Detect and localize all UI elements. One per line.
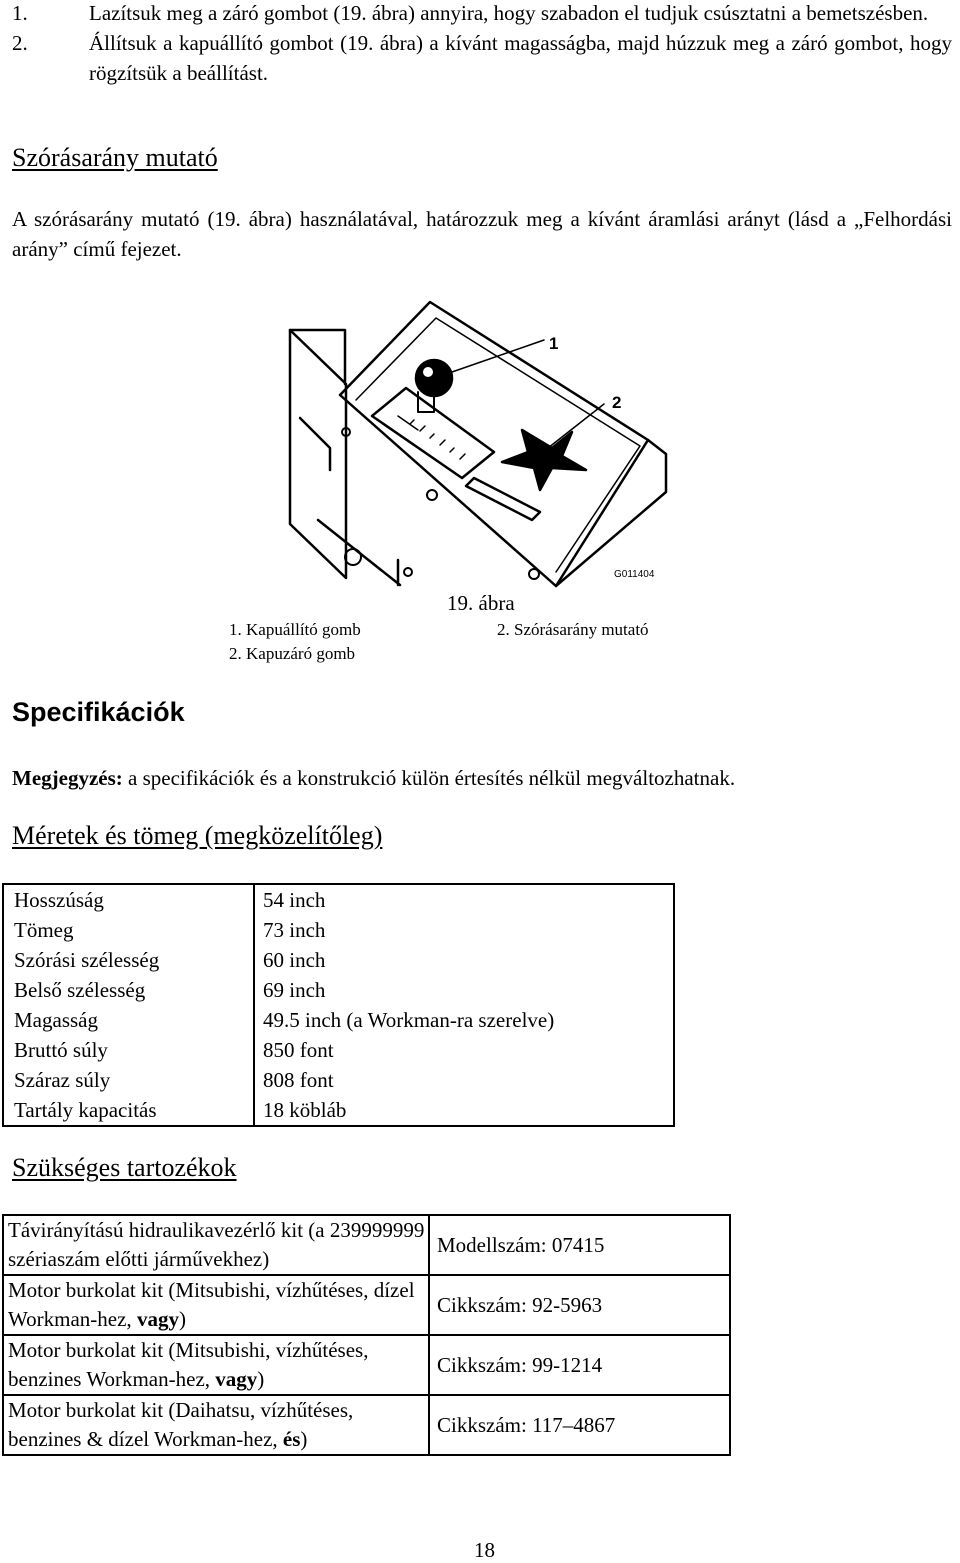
- dimension-label: Bruttó súly: [14, 1038, 108, 1062]
- dimension-value: 54 inch: [263, 888, 326, 912]
- gate-adjust-knob: [416, 360, 452, 396]
- dimension-value: 850 font: [263, 1038, 334, 1062]
- accessory-name: Motor burkolat kit (Daihatsu, vízhűtéses, benzines & dízel Workman-hez, és): [3, 1395, 429, 1455]
- gate-slot: [466, 478, 540, 520]
- figure-caption-2: 2. Kapuzáró gomb: [229, 644, 356, 663]
- page-number: 18: [474, 1538, 495, 1562]
- dimension-value: 60 inch: [263, 948, 326, 972]
- dimensions-label-column: [3, 884, 254, 1126]
- dimensions-value-column: [254, 884, 674, 1126]
- accessory-code: Cikkszám: 117–4867: [429, 1395, 730, 1455]
- dimensions-table: [2, 883, 675, 1127]
- accessory-name: Motor burkolat kit (Mitsubishi, vízhűtéses, benzines Workman-hez, vagy): [3, 1335, 429, 1395]
- bolts: [342, 428, 539, 579]
- figure-caption-3: 2. Szórásarány mutató: [497, 620, 649, 639]
- note-text: a specifikációk és a konstrukció külön értesítés nélkül megváltozhatnak.: [122, 766, 736, 790]
- dimension-value: 49.5 inch (a Workman-ra szerelve): [263, 1008, 555, 1032]
- accessory-code: Cikkszám: 92-5963: [429, 1275, 730, 1335]
- instruction-item-2: [12, 28, 952, 88]
- accessory-name: Távirányítású hidraulikavezérlő kit (a 239999999 szériaszám előtti járművekhez): [3, 1215, 429, 1275]
- instruction-number: 2.: [12, 31, 28, 55]
- dimension-label: Magasság: [14, 1008, 98, 1032]
- specifications-heading: Specifikációk: [12, 697, 185, 727]
- dimension-label: Tömeg: [14, 918, 74, 942]
- accessories-table: [2, 1214, 731, 1456]
- instruction-text: Lazítsuk meg a záró gombot (19. ábra) annyira, hogy szabadon el tudjuk csúsztatni a bemetszésben.: [89, 1, 929, 25]
- callout-2-leader: [548, 404, 604, 448]
- figure-caption-1: 1. Kapuállító gomb: [229, 620, 361, 639]
- figure-code: G011404: [614, 569, 655, 580]
- accessory-name: Motor burkolat kit (Mitsubishi, vízhűtéses, dízel Workman-hez, vagy): [3, 1275, 429, 1335]
- table-row: [3, 1395, 730, 1455]
- left-frame-bracket: [300, 418, 330, 470]
- dimensions-heading: Méretek és tömeg (megközelítőleg): [12, 821, 383, 850]
- gate-adjust-knob-highlight: [423, 367, 433, 377]
- figure-19-illustration: [275, 288, 675, 590]
- gate-lock-knob: [502, 430, 586, 490]
- table-row: [3, 1275, 730, 1335]
- left-frame-rail: [290, 330, 346, 578]
- dimension-value: 808 font: [263, 1068, 334, 1092]
- note-label: Megjegyzés:: [12, 766, 123, 790]
- accessories-heading: Szükséges tartozékok: [12, 1153, 237, 1182]
- dimension-label: Szórási szélesség: [14, 948, 160, 972]
- callout-1-label: 1: [549, 334, 559, 353]
- specifications-note: [12, 763, 952, 793]
- accessory-code: Cikkszám: 99-1214: [429, 1335, 730, 1395]
- figure-title: 19. ábra: [447, 591, 515, 615]
- dimension-label: Belső szélesség: [14, 978, 146, 1002]
- instruction-item-1: [12, 0, 952, 28]
- gate-plate: [340, 302, 648, 586]
- dimension-label: Hosszúság: [14, 888, 104, 912]
- instruction-number: 1.: [12, 1, 28, 25]
- dimension-label: Száraz súly: [14, 1068, 111, 1092]
- dimension-value: 18 köbláb: [263, 1098, 347, 1122]
- instruction-list: [12, 0, 952, 88]
- indicator-heading: Szórásarány mutató: [12, 143, 218, 172]
- table-row: [3, 1335, 730, 1395]
- instruction-text: Állítsuk a kapuállító gombot (19. ábra) a kívánt magasságba, majd húzzuk meg a záró gombot, hogy rögzítsük a beállítást.: [89, 31, 952, 85]
- table-row: [3, 884, 674, 1126]
- callout-2-label: 2: [612, 393, 622, 412]
- dimension-label: Tartály kapacitás: [14, 1098, 157, 1122]
- indicator-paragraph: A szórásarány mutató (19. ábra) használatával, határozzuk meg a kívánt áramlási arányt (lásd a „Felhordási arány” című fejezet.: [12, 207, 952, 261]
- table-row: [3, 1215, 730, 1275]
- accessory-code: Modellszám: 07415: [429, 1215, 730, 1275]
- dimension-value: 69 inch: [263, 978, 326, 1002]
- dimension-value: 73 inch: [263, 918, 326, 942]
